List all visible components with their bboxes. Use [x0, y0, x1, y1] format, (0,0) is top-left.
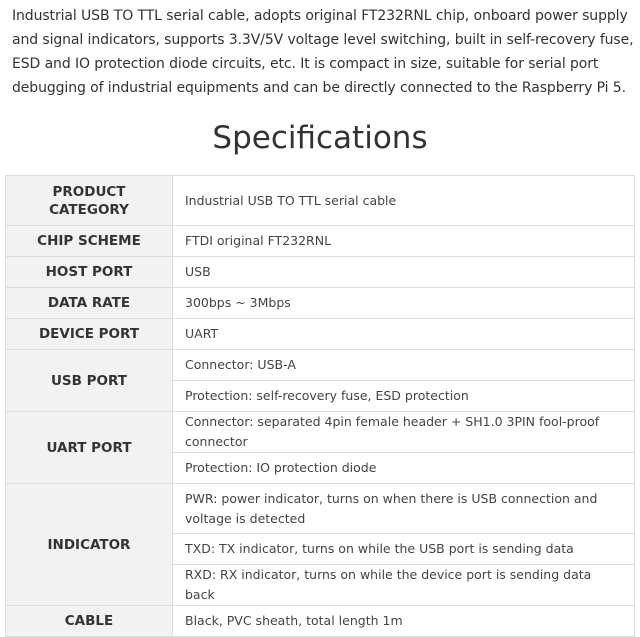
spec-value: UART: [173, 319, 635, 350]
spec-value: Industrial USB TO TTL serial cable: [173, 176, 635, 226]
spec-label: HOST PORT: [6, 257, 173, 288]
spec-value: Black, PVC sheath, total length 1m: [173, 606, 635, 637]
page-title: Specifications: [212, 120, 428, 156]
spec-label: CHIP SCHEME: [6, 226, 173, 257]
spec-label: DEVICE PORT: [6, 319, 173, 350]
spec-value: Protection: IO protection diode: [173, 453, 635, 484]
table-row: [6, 257, 635, 288]
spec-value: Connector: USB-A: [173, 350, 635, 381]
table-row: [6, 412, 635, 453]
table-row: [6, 606, 635, 637]
spec-label: PRODUCT CATEGORY: [6, 176, 173, 226]
spec-value: FTDI original FT232RNL: [173, 226, 635, 257]
table-row: [6, 350, 635, 381]
spec-value: Connector: separated 4pin female header + SH1.0 3PIN fool-proof connector: [173, 412, 635, 453]
table-row: [6, 288, 635, 319]
table-row: [6, 226, 635, 257]
spec-label: INDICATOR: [6, 484, 173, 606]
spec-value: PWR: power indicator, turns on when there is USB connection and voltage is detected: [173, 484, 635, 534]
spec-value: RXD: RX indicator, turns on while the device port is sending data back: [173, 565, 635, 606]
spec-value: TXD: TX indicator, turns on while the USB port is sending data: [173, 534, 635, 565]
spec-label: CABLE: [6, 606, 173, 637]
spec-label: DATA RATE: [6, 288, 173, 319]
intro-paragraph: Industrial USB TO TTL serial cable, adopts original FT232RNL chip, onboard power supply and signal indicators, supports 3.3V/5V voltage level switching, built in self-recovery fuse, ESD and IO protection diode circuits, etc. It is compact in size, suitable for serial port debugging of industrial equipments and can be directly connected to the Raspberry Pi 5.: [12, 8, 634, 96]
spec-value: 300bps ~ 3Mbps: [173, 288, 635, 319]
spec-value: USB: [173, 257, 635, 288]
table-row: [6, 484, 635, 534]
spec-label: USB PORT: [6, 350, 173, 412]
specifications-table: [5, 175, 635, 637]
spec-value: Protection: self-recovery fuse, ESD protection: [173, 381, 635, 412]
table-row: [6, 176, 635, 226]
spec-label: UART PORT: [6, 412, 173, 484]
table-row: [6, 319, 635, 350]
